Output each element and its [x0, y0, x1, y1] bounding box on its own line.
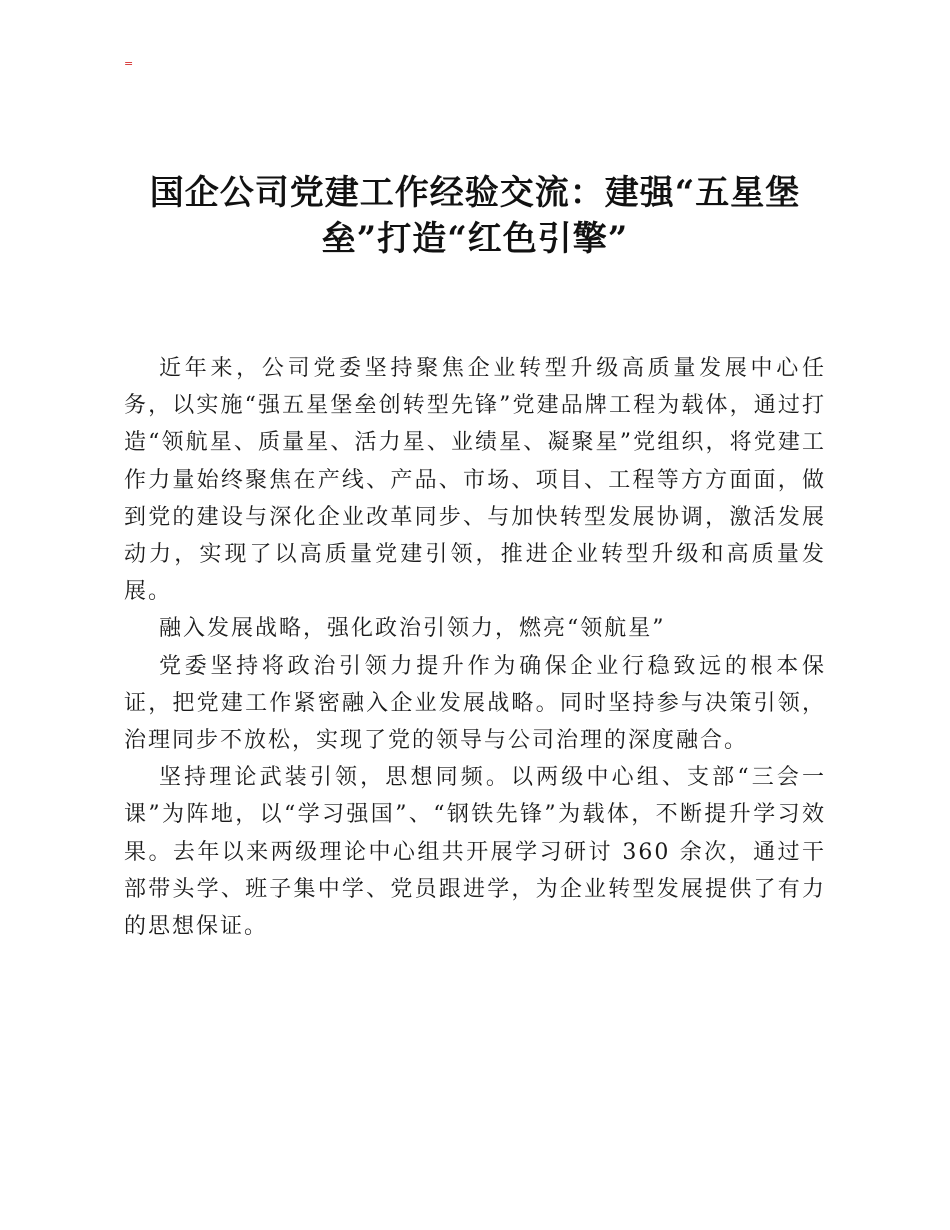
- document-title: 国企公司党建工作经验交流：建强“五星堡垒”打造“红色引擎”: [149, 173, 801, 259]
- section-heading-leading-star: 融入发展战略，强化政治引领力，燃亮“领航星”: [159, 616, 666, 642]
- corner-mark: =: [124, 57, 134, 70]
- document-body: [124, 350, 826, 945]
- paragraph-intro: 近年来，公司党委坚持聚焦企业转型升级高质量发展中心任务，以实施“强五星堡垒创转型先锋”党建品牌工程为载体，通过打造“领航星、质量星、活力星、业绩星、凝聚星”党组织，将党建工作力量始终聚焦在产线、产品、市场、项目、工程等方方面面，做到党的建设与深化企业改革同步、与加快转型发展协调，激活发展动力，实现了以高质量党建引领，推进企业转型升级和高质量发展。: [124, 356, 826, 605]
- paragraph-political-leadership: 党委坚持将政治引领力提升作为确保企业行稳致远的根本保证，把党建工作紧密融入企业发展战略。同时坚持参与决策引领，治理同步不放松，实现了党的领导与公司治理的深度融合。: [124, 653, 826, 754]
- paragraph-theory-study: 坚持理论武装引领，思想同频。以两级中心组、支部“三会一课”为阵地，以“学习强国”、“钢铁先锋”为载体，不断提升学习效果。去年以来两级理论中心组共开展学习研讨 360 余次，通过干部带头学、班子集中学、党员跟进学，为企业转型发展提供了有力的思想保证。: [124, 765, 826, 940]
